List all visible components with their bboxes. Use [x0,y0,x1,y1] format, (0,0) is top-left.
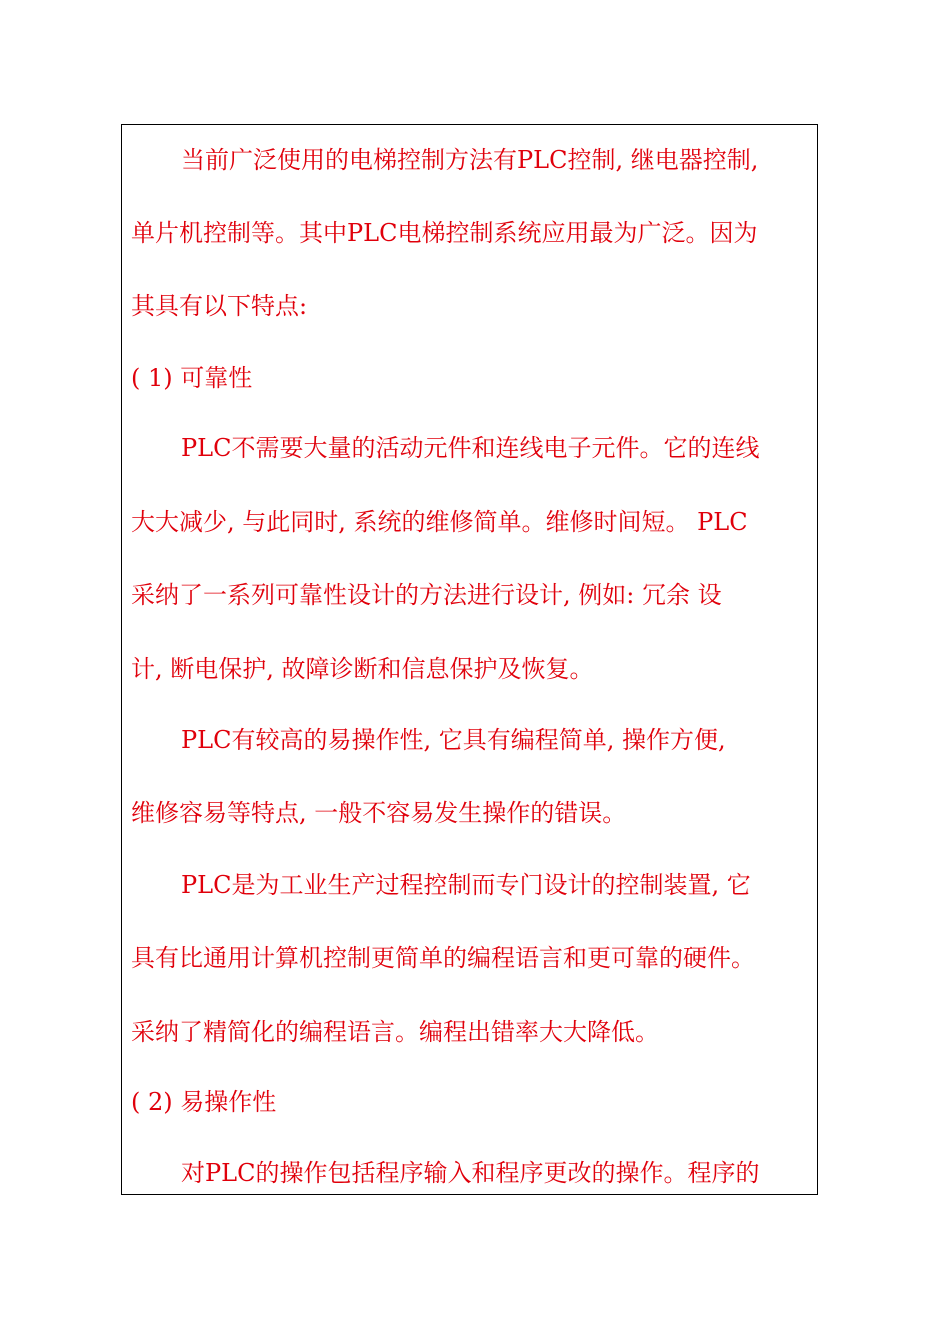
text-line: PLC有较高的易操作性, 它具有编程简单, 操作方便, [181,726,726,754]
text-line: 单片机控制等。其中PLC电梯控制系统应用最为广泛。因为 [131,219,758,247]
section-heading: ( 1) 可靠性 [131,364,253,392]
section-heading: ( 2) 易操作性 [131,1088,277,1116]
document-frame [121,124,818,1195]
text-line: PLC不需要大量的活动元件和连线电子元件。它的连线 [181,434,760,462]
text-line: PLC是为工业生产过程控制而专门设计的控制装置, 它 [181,871,751,899]
text-line: 大大减少, 与此同时, 系统的维修简单。维修时间短。 PLC [131,508,748,536]
text-line: 采纳了一系列可靠性设计的方法进行设计, 例如: 冗余 设 [131,581,722,609]
text-line: 其具有以下特点: [131,292,308,320]
text-line: 具有比通用计算机控制更简单的编程语言和更可靠的硬件。 [131,944,755,972]
text-line: 对PLC的操作包括程序输入和程序更改的操作。程序的 [181,1159,760,1187]
text-line: 采纳了精简化的编程语言。编程出错率大大降低。 [131,1018,659,1046]
text-line: 维修容易等特点, 一般不容易发生操作的错误。 [131,799,627,827]
text-line: 当前广泛使用的电梯控制方法有PLC控制, 继电器控制, [181,146,759,174]
text-line: 计, 断电保护, 故障诊断和信息保护及恢复。 [131,655,594,683]
